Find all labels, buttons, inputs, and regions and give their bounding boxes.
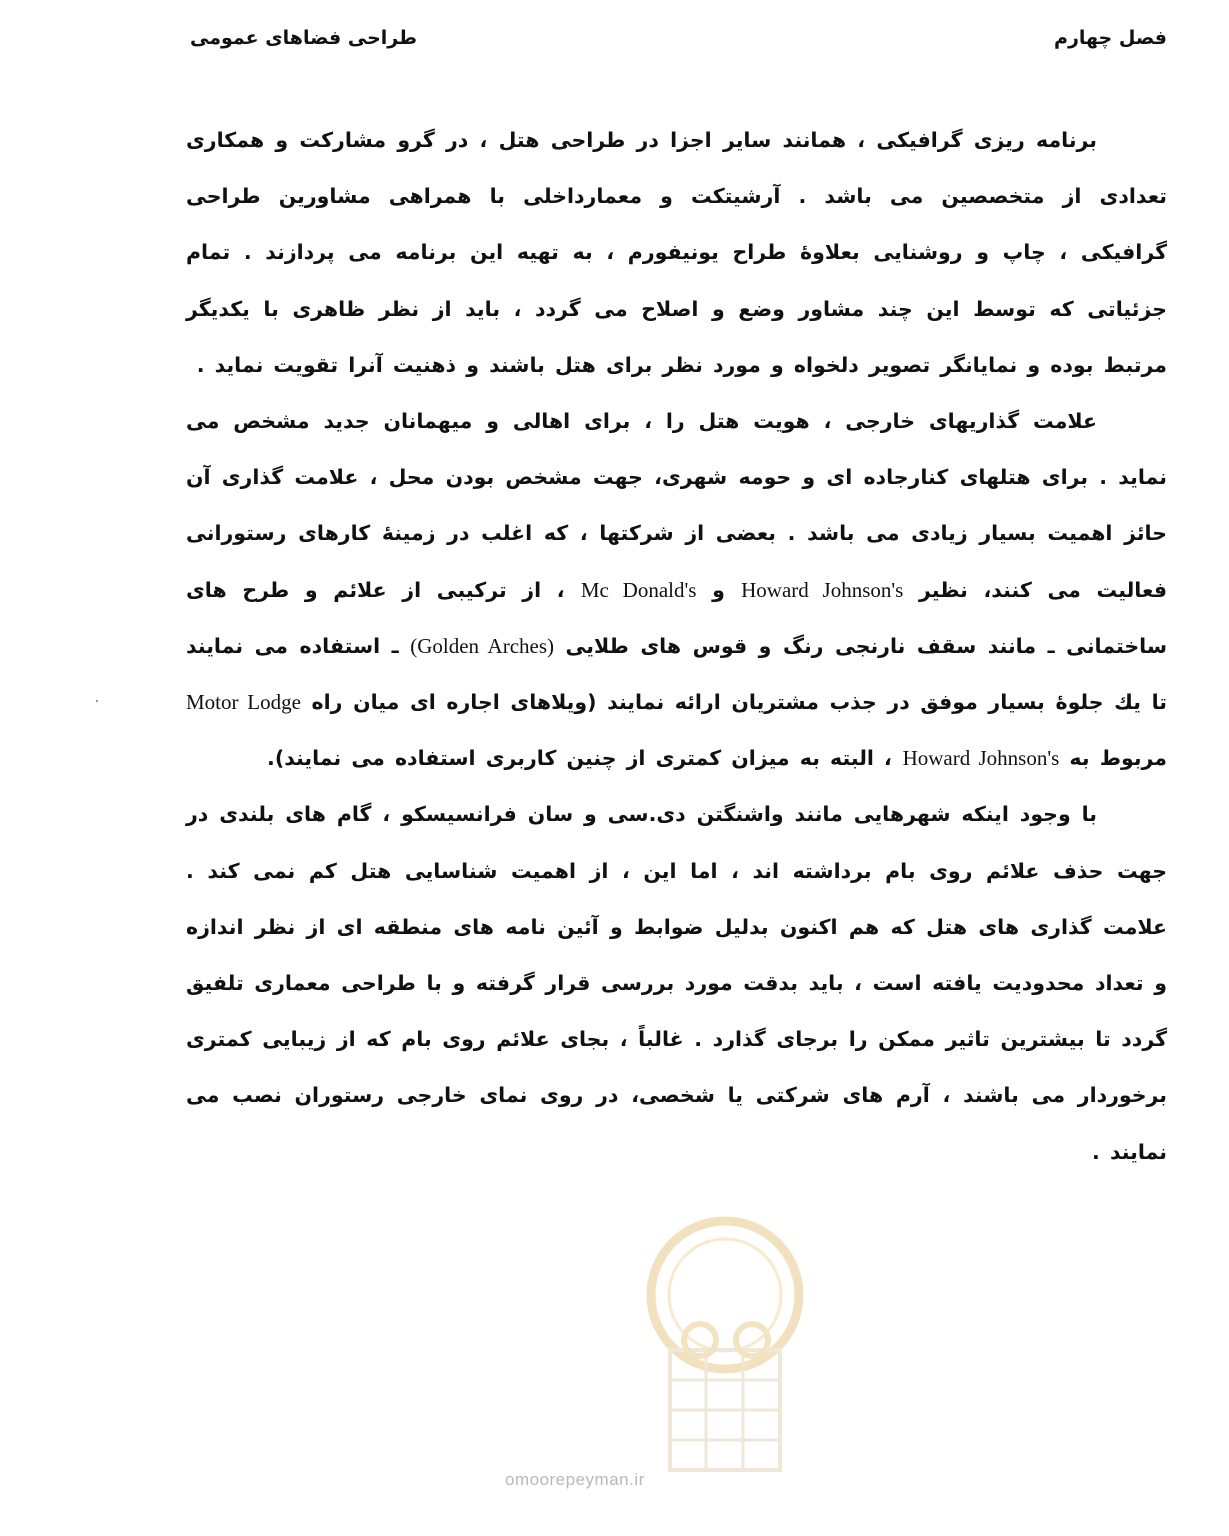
latin-term: Howard Johnson's bbox=[741, 577, 904, 602]
watermark-site: omoorepeyman.ir bbox=[505, 1470, 645, 1489]
page-header bbox=[190, 18, 1167, 58]
latin-term: Howard Johnson's bbox=[902, 746, 1060, 771]
text-run: ، از ترکیبی از علائم و طرح های ساختمانی ـ مانند سقف نارنجی رنگ و قوس های طلایی bbox=[186, 577, 1167, 658]
text-run: علامت گذاریهای خارجی ، هویت هتل را ، برای اهالی و میهمانان جدید مشخص می نماید . برای هتلهای کنارجاده ای و حومه شهری، جهت مشخص بودن محل ، علامت گذاری آن حائز اهمیت بسیار زیادی می باشد . بعضی از شرکتها ، که اغلب در زمینهٔ کارهای رستورانی فعالیت می کنند، نظیر bbox=[186, 409, 1168, 602]
text-run: با وجود اینکه شهرهایی مانند واشنگتن دی.سی و سان فرانسیسکو ، گام های بلندی در جهت حذف علائم روی بام برداشته اند ، اما این ، از اهمیت شناسایی هتل کم نمی کند . علامت گذاری های هتل که هم اکنون بدلیل ضوابط و آئین نامه های منطقه ای از نظر اندازه و تعداد محدودیت یافته است ، باید بدقت مورد بررسی قرار گرفته و با طراحی معماری تلفیق گردد تا بیشترین تاثیر ممکن را برجای گذارد . غالباً ، بجای علائم روی بام که از زیبایی کمتری برخوردار می باشند ، آرم های شرکتی یا شخصی، در روی نمای خارجی رستوران نصب می نمایند . bbox=[186, 802, 1167, 1164]
chapter-label: فصل چهارم bbox=[1054, 27, 1167, 49]
text-run: برنامه ریزی گرافیکی ، همانند سایر اجزا در طراحی هتل ، در گرو مشارکت و همکاری تعدادی از متخصصین می باشد . آرشیتکت و معمارداخلی با همراهی مشاورین طراحی گرافیکی ، چاپ و روشنایی بعلاوهٔ طراح یونیفورم ، به تهیه این برنامه می پردازند . تمام جزئیاتی که توسط این چند مشاور وضع و اصلاح می گردد ، باید از نظر ظاهری با یکدیگر مرتبط بوده و نمایانگر تصویر دلخواه و مورد نظر برای هتل باشند و ذهنیت آنرا تقویت نماید . bbox=[186, 128, 1167, 377]
latin-term: Motor Lodge bbox=[186, 690, 301, 715]
text-run: و bbox=[696, 577, 742, 602]
paragraph bbox=[186, 112, 1167, 393]
watermark-seal-icon bbox=[640, 1200, 810, 1490]
body-text bbox=[186, 112, 1167, 1180]
latin-term: (Golden Arches) bbox=[410, 633, 554, 658]
paragraph bbox=[186, 393, 1167, 786]
text-run: ـ استفاده می نمایند تا یك جلوهٔ بسیار موفق در جذب مشتریان ارائه نمایند (ویلاهای اجاره ای میان راه bbox=[186, 633, 1167, 715]
latin-term: Mc Donald's bbox=[580, 577, 697, 602]
text-run: مربوط به bbox=[1059, 746, 1167, 771]
margin-speck bbox=[96, 700, 98, 702]
text-run: ، البته به میزان کمتری از چنین کاربری استفاده می نمایند). bbox=[267, 746, 903, 771]
paragraph bbox=[186, 786, 1167, 1179]
section-title: طراحی فضاهای عمومی bbox=[190, 27, 418, 49]
